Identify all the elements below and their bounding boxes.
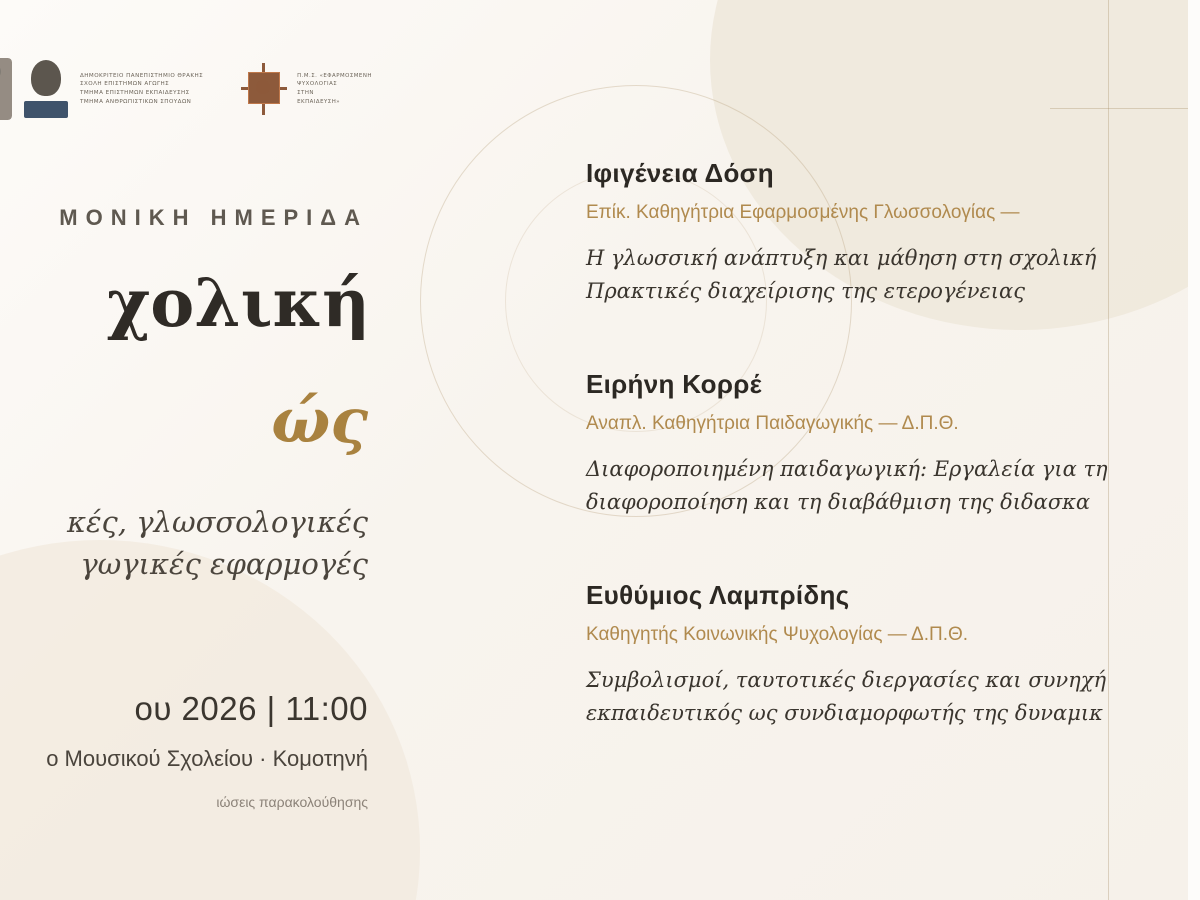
event-title-main: χολική (106, 264, 370, 342)
event-venue: ο Μουσικού Σχολείου · Κομοτηνή (46, 746, 368, 772)
programme-logo-line-1: Π.Μ.Σ. «ΕΦΑΡΜΟΣΜΕΝΗ (297, 72, 372, 79)
speaker-topic-line-2: διαφοροποίηση και τη διαβάθμιση της διδασκα (586, 489, 1091, 514)
speaker-role: Επίκ. Καθηγήτρια Εφαρμοσμένης Γλωσσολογίας — (586, 202, 1020, 223)
speaker-topic-line-2: Πρακτικές διαχείρισης της ετερογένειας (586, 278, 1025, 303)
university-logo-line-3: ΤΜΗΜΑ ΕΠΙΣΤΗΜΩΝ ΕΚΠΑΙΔΕΥΣΗΣ (80, 90, 190, 96)
university-logo-line-4: ΤΜΗΜΑ ΑΝΘΡΩΠΙΣΤΙΚΩΝ ΣΠΟΥΔΩΝ (80, 98, 192, 105)
programme-logo-line-3: ΣΤΗΝ (297, 90, 314, 96)
event-kicker: ΜΟΝΙΚΗ ΗΜΕΡΙΔΑ (59, 205, 368, 230)
speaker-topic-line-1: Διαφοροποιημένη παιδαγωγική: Εργαλεία για τη (586, 457, 1108, 482)
title-block (0, 150, 380, 810)
university-seal-icon (0, 58, 12, 120)
speaker-topic (586, 664, 1200, 729)
university-logo-line-1: ΔΗΜΟΚΡΙΤΕΙΟ ΠΑΝΕΠΙΣΤΗΜΙΟ ΘΡΑΚΗΣ (80, 72, 204, 79)
university-logo-text (80, 72, 203, 107)
programme-cross-icon (241, 63, 287, 115)
speaker-name: Ειρήνη Κορρέ (586, 369, 762, 400)
speakers-list (586, 158, 1200, 729)
university-logo-line-2: ΣΧΟΛΗ ΕΠΙΣΤΗΜΩΝ ΑΓΩΓΗΣ (80, 81, 170, 88)
speaker-entry (586, 158, 1200, 307)
event-subtitle-line-2: γωγικές εφαρμογές (80, 547, 368, 582)
programme-logo-text (297, 72, 372, 107)
speaker-topic-line-1: Η γλωσσική ανάπτυξη και μάθηση στη σχολική (586, 246, 1097, 270)
university-emblem-icon (22, 58, 70, 120)
speaker-topic (586, 242, 1200, 307)
speaker-name: Ευθύμιος Λαμπρίδης (586, 580, 850, 611)
event-subtitle-line-1: κές, γλωσσολογικές (66, 505, 368, 540)
logo-programme (241, 63, 372, 115)
speaker-role: Καθηγητής Κοινωνικής Ψυχολογίας — Δ.Π.Θ. (586, 624, 969, 646)
speaker-role: Αναπλ. Καθηγήτρια Παιδαγωγικής — Δ.Π.Θ. (586, 413, 959, 435)
programme-logo-line-2: ΨΥΧΟΛΟΓΙΑΣ (297, 81, 338, 88)
event-datetime: ου 2026 | 11:00 (134, 690, 368, 728)
speaker-topic-line-2: εκπαιδευτικός ως συνδιαμορφωτής της δυναμικ (586, 700, 1103, 725)
programme-logo-line-4: ΕΚΠΑΙΔΕΥΣΗ» (297, 98, 341, 105)
event-title-accent: ώς (271, 384, 368, 458)
logo-dpth-university (0, 58, 203, 120)
event-subtitle (0, 501, 380, 585)
event-note: ιώσεις παρακολούθησης (216, 794, 368, 811)
speaker-entry (586, 580, 1200, 729)
logo-row (0, 58, 372, 120)
speaker-topic-line-1: Συμβολισμοί, ταυτοτικές διεργασίες και συνηχή (586, 668, 1107, 693)
speaker-name: Ιφιγένεια Δόση (586, 158, 774, 188)
decorative-horizontal-rule (1050, 108, 1200, 109)
speaker-topic (586, 453, 1200, 518)
speaker-entry (586, 369, 1200, 518)
